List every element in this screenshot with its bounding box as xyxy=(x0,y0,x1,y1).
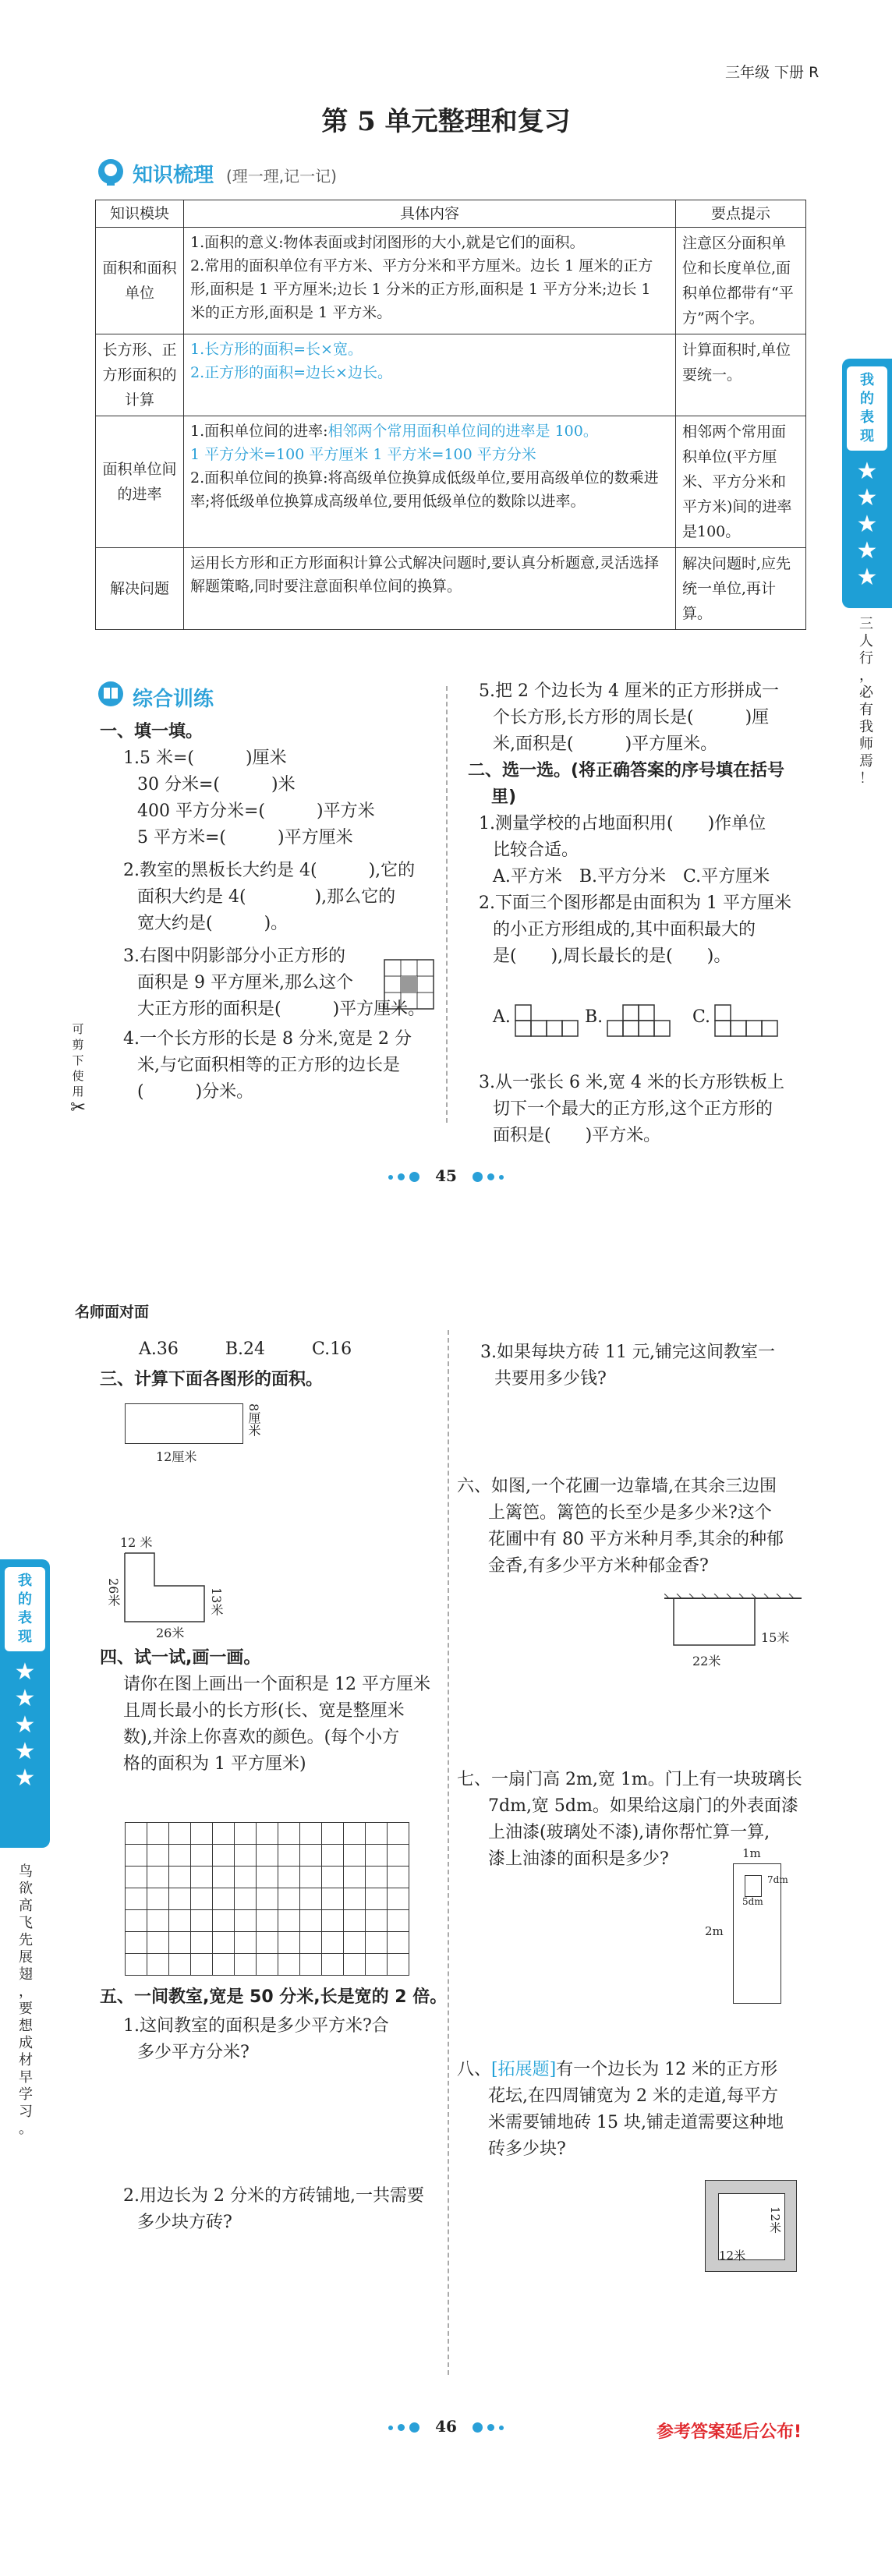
knowledge-subheading: (理一理,记一记) xyxy=(226,167,337,186)
grid-cell[interactable] xyxy=(322,1910,344,1932)
grid-cell[interactable] xyxy=(322,1932,344,1954)
grid-cell[interactable] xyxy=(257,1954,278,1976)
training-heading: 综合训练 xyxy=(133,688,214,711)
table-row xyxy=(96,334,806,416)
content-line: 2.面积单位间的换算:将高级单位换算成低级单位,要用高级单位的数乘进率;将低级单位换算成高级单位,要用低级单位的数除以进率。 xyxy=(190,469,659,510)
fig2-bottom-label: 26米 xyxy=(156,1626,185,1640)
fig1-height-label: 8厘米 xyxy=(246,1403,261,1437)
extension-tag: [拓展题] xyxy=(491,2060,557,2079)
star-icon[interactable]: ★ xyxy=(856,564,878,591)
fig1-width-label: 12厘米 xyxy=(156,1449,197,1464)
grid-cell[interactable] xyxy=(235,1932,257,1954)
lightbulb-icon xyxy=(94,156,128,187)
grid-cell[interactable] xyxy=(257,1823,278,1845)
shape-option-b: B. xyxy=(585,1007,603,1027)
star-icon[interactable]: ★ xyxy=(14,1764,36,1792)
grid-cell[interactable] xyxy=(191,1867,213,1888)
star-icon[interactable]: ★ xyxy=(856,511,878,538)
section-title: 一、填一填。 xyxy=(100,722,204,741)
grid-cell[interactable] xyxy=(278,1867,300,1888)
grid-cell[interactable] xyxy=(366,1888,388,1910)
grid-cell[interactable] xyxy=(366,1954,388,1976)
grid-cell[interactable] xyxy=(235,1823,257,1845)
grid-cell[interactable] xyxy=(235,1910,257,1932)
garden-height-label: 15米 xyxy=(761,1630,790,1645)
content-cell xyxy=(184,334,676,416)
question-s6: 六、如图,一个花圃一边靠墙,在其余三边围 上篱笆。篱笆的长至少是多少米?这个 花圃中有 80 平方米种月季,其余的种郁 金香,有多少平方米种郁金香? xyxy=(457,1477,784,1576)
grid-cell[interactable] xyxy=(147,1823,169,1845)
grid-cell[interactable] xyxy=(300,1867,322,1888)
drawing-grid[interactable] xyxy=(125,1822,409,1976)
grid-row xyxy=(126,1845,409,1867)
grid-row xyxy=(126,1932,409,1954)
grid-cell[interactable] xyxy=(147,1954,169,1976)
grid-cell[interactable] xyxy=(257,1910,278,1932)
grid-cell[interactable] xyxy=(278,1845,300,1867)
content-cell xyxy=(184,228,676,334)
garden-wall-figure xyxy=(664,1594,805,1656)
grid-cell[interactable] xyxy=(344,1867,366,1888)
grid-cell[interactable] xyxy=(388,1867,409,1888)
grid-cell[interactable] xyxy=(300,1954,322,1976)
star-icon[interactable]: ★ xyxy=(856,537,878,564)
module-cell: 面积单位间的进率 xyxy=(96,416,184,548)
question-line: 面积是 9 平方厘米,那么这个 xyxy=(137,973,353,993)
grid-cell[interactable] xyxy=(278,1910,300,1932)
page-title: 第 5 单元整理和复习 xyxy=(321,106,571,137)
grid-cell[interactable] xyxy=(344,1823,366,1845)
col-header-content: 具体内容 xyxy=(184,200,676,228)
grid-cell[interactable] xyxy=(213,1823,235,1845)
question-line: ( )分米。 xyxy=(137,1082,254,1102)
grid-cell[interactable] xyxy=(126,1823,147,1845)
section-title: 四、试一试,画一画。 xyxy=(100,1648,261,1668)
grid-cell[interactable] xyxy=(147,1888,169,1910)
content-line: 2.正方形的面积=边长×边长。 xyxy=(190,364,392,381)
question-line: 4.一个长方形的长是 8 分米,宽是 2 分 xyxy=(123,1029,412,1049)
grid-cell[interactable] xyxy=(344,1910,366,1932)
rectangle-figure xyxy=(125,1403,243,1444)
page-number: 45 xyxy=(0,1166,892,1185)
knowledge-heading: 知识梳理 xyxy=(133,164,214,187)
col-header-tip: 要点提示 xyxy=(676,200,806,228)
grid-cell[interactable] xyxy=(344,1932,366,1954)
star-icon[interactable]: ★ xyxy=(14,1738,36,1765)
glass-height-label: 7dm xyxy=(767,1874,788,1885)
question-line: 宽大约是( )。 xyxy=(137,914,288,933)
grid-cell[interactable] xyxy=(257,1845,278,1867)
page2-header: 名师面对面 xyxy=(75,1304,150,1321)
grid-cell[interactable] xyxy=(322,1823,344,1845)
question-line: 1.5 米=( )厘米 xyxy=(123,748,287,768)
grid-cell[interactable] xyxy=(191,1954,213,1976)
question-s5-3: 3.如果每块方砖 11 元,铺完这间教室一 共要用多少钱? xyxy=(480,1343,775,1389)
grid-cell[interactable] xyxy=(300,1823,322,1845)
section-title: 二、选一选。(将正确答案的序号填在括号 里) xyxy=(468,761,785,807)
grid-cell[interactable] xyxy=(147,1910,169,1932)
grid-cell[interactable] xyxy=(366,1867,388,1888)
question-line: 是( ),周长最长的是( )。 xyxy=(493,947,731,966)
grid-cell[interactable] xyxy=(169,1954,191,1976)
grid-cell[interactable] xyxy=(388,1823,409,1845)
grid-cell[interactable] xyxy=(191,1823,213,1845)
star-icon[interactable]: ★ xyxy=(14,1658,36,1686)
book-icon xyxy=(94,678,128,709)
table-row xyxy=(96,228,806,334)
performance-tab xyxy=(842,359,892,608)
square-grid-figure xyxy=(384,959,435,1010)
grid-cell[interactable] xyxy=(278,1954,300,1976)
grid-cell[interactable] xyxy=(191,1888,213,1910)
question-line: 面积大约是 4( ),那么它的 xyxy=(137,887,396,907)
grid-cell[interactable] xyxy=(235,1845,257,1867)
question-line: 2.下面三个图形都是由面积为 1 平方厘米 xyxy=(479,893,791,913)
column-divider xyxy=(448,1330,449,2375)
question-line: 30 分米=( )米 xyxy=(137,775,296,794)
grid-cell[interactable] xyxy=(126,1867,147,1888)
grid-cell[interactable] xyxy=(257,1888,278,1910)
question-line: 5.把 2 个边长为 4 厘米的正方形拼成一 xyxy=(479,681,779,701)
grid-cell[interactable] xyxy=(235,1888,257,1910)
answer-note: 参考答案延后公布! xyxy=(657,2422,802,2442)
grid-cell[interactable] xyxy=(300,1845,322,1867)
question-line: 比较合适。 xyxy=(493,840,579,860)
shape-option-c: C. xyxy=(692,1007,710,1027)
grid-cell[interactable] xyxy=(169,1845,191,1867)
question-line: 5 平方米=( )平方厘米 xyxy=(137,828,353,847)
question-c3: 3.从一张长 6 米,宽 4 米的长方形铁板上 切下一个最大的正方形,这个正方形的 面积是( )平方米。 xyxy=(479,1073,784,1145)
grid-cell[interactable] xyxy=(235,1954,257,1976)
options-line: A.平方米 B.平方分米 C.平方厘米 xyxy=(493,867,770,886)
grid-cell[interactable] xyxy=(278,1932,300,1954)
star-icon[interactable]: ★ xyxy=(14,1685,36,1712)
side-motto: 三 人 行 ， 必 有 我 师 焉 ！ xyxy=(859,616,873,787)
grid-cell[interactable] xyxy=(191,1932,213,1954)
right-column xyxy=(468,678,811,970)
question-line: 大正方形的面积是( )平方厘米。 xyxy=(137,1000,426,1019)
column-divider xyxy=(446,686,448,1123)
grid-cell[interactable] xyxy=(257,1932,278,1954)
grid-cell[interactable] xyxy=(126,1888,147,1910)
composite-shape-figure xyxy=(123,1552,209,1623)
table-row xyxy=(96,548,806,630)
grid-cell[interactable] xyxy=(147,1932,169,1954)
grid-row xyxy=(126,1867,409,1888)
shape-option-a: A. xyxy=(493,1007,511,1027)
question-line: 1.测量学校的占地面积用( )作单位 xyxy=(479,814,766,833)
question-s5-1: 1.这间教室的面积是多少平方米?合 多少平方分米? xyxy=(123,2016,389,2062)
grid-row xyxy=(126,1910,409,1932)
grid-cell[interactable] xyxy=(191,1845,213,1867)
grid-cell[interactable] xyxy=(278,1888,300,1910)
tip-cell: 解决问题时,应先统一单位,再计算。 xyxy=(676,548,806,630)
grid-cell[interactable] xyxy=(388,1888,409,1910)
question-line: 米,面积是( )平方厘米。 xyxy=(493,734,718,754)
fig2-right-label: 13米 xyxy=(209,1587,224,1616)
question-line: 的小正方形组成的,其中面积最大的 xyxy=(493,920,756,939)
performance-label: 我 的 表 现 xyxy=(5,1567,45,1651)
content-line: 1 平方分米=100 平方厘米 1 平方米=100 平方分米 xyxy=(190,446,536,463)
cut-note: 可 剪 下 使 用 ✂ xyxy=(69,1022,87,1118)
grid-row xyxy=(126,1954,409,1976)
garden-width-label: 22米 xyxy=(692,1654,721,1668)
section-title: 三、计算下面各图形的面积。 xyxy=(100,1370,324,1389)
grid-cell[interactable] xyxy=(169,1910,191,1932)
question-line: 2.教室的黑板长大约是 4( ),它的 xyxy=(123,861,416,880)
grid-cell[interactable] xyxy=(213,1910,235,1932)
grid-cell[interactable] xyxy=(257,1867,278,1888)
fig2-top-label: 12 米 xyxy=(120,1535,153,1550)
grid-cell[interactable] xyxy=(388,1910,409,1932)
grid-cell[interactable] xyxy=(126,1954,147,1976)
knowledge-table xyxy=(95,200,806,630)
star-icon[interactable]: ★ xyxy=(856,484,878,511)
grid-cell[interactable] xyxy=(388,1845,409,1867)
grid-cell[interactable] xyxy=(344,1954,366,1976)
glass-pane xyxy=(745,1875,762,1897)
grid-cell[interactable] xyxy=(388,1932,409,1954)
grid-cell[interactable] xyxy=(169,1867,191,1888)
section-title: 五、一间教室,宽是 50 分米,长是宽的 2 倍。 xyxy=(100,1987,448,2007)
glass-width-label: 5dm xyxy=(742,1896,763,1907)
col-header-module: 知识模块 xyxy=(96,200,184,228)
scissors-icon: ✂ xyxy=(69,1096,87,1118)
grid-cell[interactable] xyxy=(213,1888,235,1910)
grid-cell[interactable] xyxy=(366,1910,388,1932)
performance-tab xyxy=(0,1559,50,1848)
content-line: 相邻两个常用面积单位间的进率是 100。 xyxy=(327,423,598,440)
question-line: 米,与它面积相等的正方形的边长是 xyxy=(137,1056,400,1075)
grid-cell[interactable] xyxy=(300,1932,322,1954)
grid-cell[interactable] xyxy=(191,1910,213,1932)
star-icon[interactable]: ★ xyxy=(856,458,878,485)
grid-cell[interactable] xyxy=(322,1888,344,1910)
door-width-label: 1m xyxy=(742,1846,761,1860)
content-cell: 运用长方形和正方形面积计算公式解决问题时,要认真分析题意,灵活选择解题策略,同时要注意面积单位间的换算。 xyxy=(184,548,676,630)
fig2-left-label: 26米 xyxy=(106,1578,121,1607)
table-header-row xyxy=(96,200,806,228)
question-s8: 八、[拓展题]有一个边长为 12 米的正方形 花坛,在四周铺宽为 2 米的走道,每平方 米需要铺地砖 15 块,铺走道需要这种地 砖多少块? xyxy=(457,2060,784,2159)
content-line: 1.面积单位间的进率: xyxy=(190,423,328,440)
module-cell: 面积和面积单位 xyxy=(96,228,184,334)
grid-cell[interactable] xyxy=(300,1888,322,1910)
star-icon[interactable]: ★ xyxy=(14,1711,36,1739)
grid-cell[interactable] xyxy=(366,1932,388,1954)
grid-cell[interactable] xyxy=(147,1867,169,1888)
grid-cell[interactable] xyxy=(322,1867,344,1888)
question-line: 400 平方分米=( )平方米 xyxy=(137,801,375,821)
options-top: A.36 B.24 C.16 xyxy=(139,1339,352,1359)
content-line: 1.长方形的面积=长×宽。 xyxy=(190,341,363,358)
grid-row xyxy=(126,1888,409,1910)
content-line: 1.面积的意义:物体表面或封闭图形的大小,就是它们的面积。 xyxy=(190,234,585,251)
module-cell: 长方形、正方形面积的计算 xyxy=(96,334,184,416)
grid-cell[interactable] xyxy=(169,1932,191,1954)
performance-label: 我 的 表 现 xyxy=(847,366,887,451)
tip-cell: 计算面积时,单位要统一。 xyxy=(676,334,806,416)
tip-cell: 相邻两个常用面积单位(平方厘米、平方分米和平方米)间的进率是100。 xyxy=(676,416,806,548)
page-number: 46 xyxy=(0,2417,892,2436)
grid-cell[interactable] xyxy=(366,1823,388,1845)
grid-cell[interactable] xyxy=(126,1932,147,1954)
grid-cell[interactable] xyxy=(126,1910,147,1932)
grid-cell[interactable] xyxy=(213,1932,235,1954)
question-s5-2: 2.用边长为 2 分米的方砖铺地,一共需要 多少块方砖? xyxy=(123,2186,424,2232)
question-s7: 七、一扇门高 2m,宽 1m。门上有一块玻璃长 7dm,宽 5dm。如果给这扇门的外表面漆 上油漆(玻璃处不漆),请你帮忙算一算, 漆上油漆的面积是多少? xyxy=(457,1770,802,1869)
grid-cell[interactable] xyxy=(322,1845,344,1867)
draw-section: 四、试一试,画一画。 请你在图上画出一个面积是 12 平方厘米 且周长最小的长方形(长、宽是整厘米 数),并涂上你喜欢的颜色。(每个小方 格的面积为 1 平方厘米) xyxy=(100,1645,443,1778)
grid-cell[interactable] xyxy=(300,1910,322,1932)
door-height-label: 2m xyxy=(705,1924,724,1938)
content-line: 2.常用的面积单位有平方米、平方分米和平方厘米。边长 1 厘米的正方形,面积是 1 平方厘米;边长 1 分米的正方形,面积是 1 平方分米;边长 1 米的正方形,面积是 1 平方米。 xyxy=(190,257,653,321)
grid-cell[interactable] xyxy=(344,1888,366,1910)
module-cell: 解决问题 xyxy=(96,548,184,630)
side-motto: 鸟 欲 高 飞 先 展 翅 ， 要 想 成 材 早 学 习 。 xyxy=(19,1863,33,2137)
table-row xyxy=(96,416,806,548)
grid-cell[interactable] xyxy=(213,1954,235,1976)
grid-cell[interactable] xyxy=(366,1845,388,1867)
content-cell xyxy=(184,416,676,548)
grid-cell[interactable] xyxy=(213,1867,235,1888)
grid-cell[interactable] xyxy=(344,1845,366,1867)
grid-cell[interactable] xyxy=(322,1954,344,1976)
flowerbed-height-label: 12米 xyxy=(768,2206,782,2234)
flowerbed-width-label: 12米 xyxy=(719,2249,746,2263)
tip-cell: 注意区分面积单位和长度单位,面积单位都带有“平方”两个字。 xyxy=(676,228,806,334)
fill-section xyxy=(100,719,443,1106)
grade-label: 三年级 下册 R xyxy=(725,64,819,81)
grid-cell[interactable] xyxy=(126,1845,147,1867)
grid-row xyxy=(126,1823,409,1845)
grid-cell[interactable] xyxy=(147,1845,169,1867)
grid-cell[interactable] xyxy=(169,1888,191,1910)
grid-cell[interactable] xyxy=(388,1954,409,1976)
grid-cell[interactable] xyxy=(213,1845,235,1867)
question-line: 3.右图中阴影部分小正方形的 xyxy=(123,947,345,966)
grid-cell[interactable] xyxy=(235,1867,257,1888)
question-line: 个长方形,长方形的周长是( )厘 xyxy=(493,708,770,727)
grid-cell[interactable] xyxy=(169,1823,191,1845)
grid-cell[interactable] xyxy=(278,1823,300,1845)
